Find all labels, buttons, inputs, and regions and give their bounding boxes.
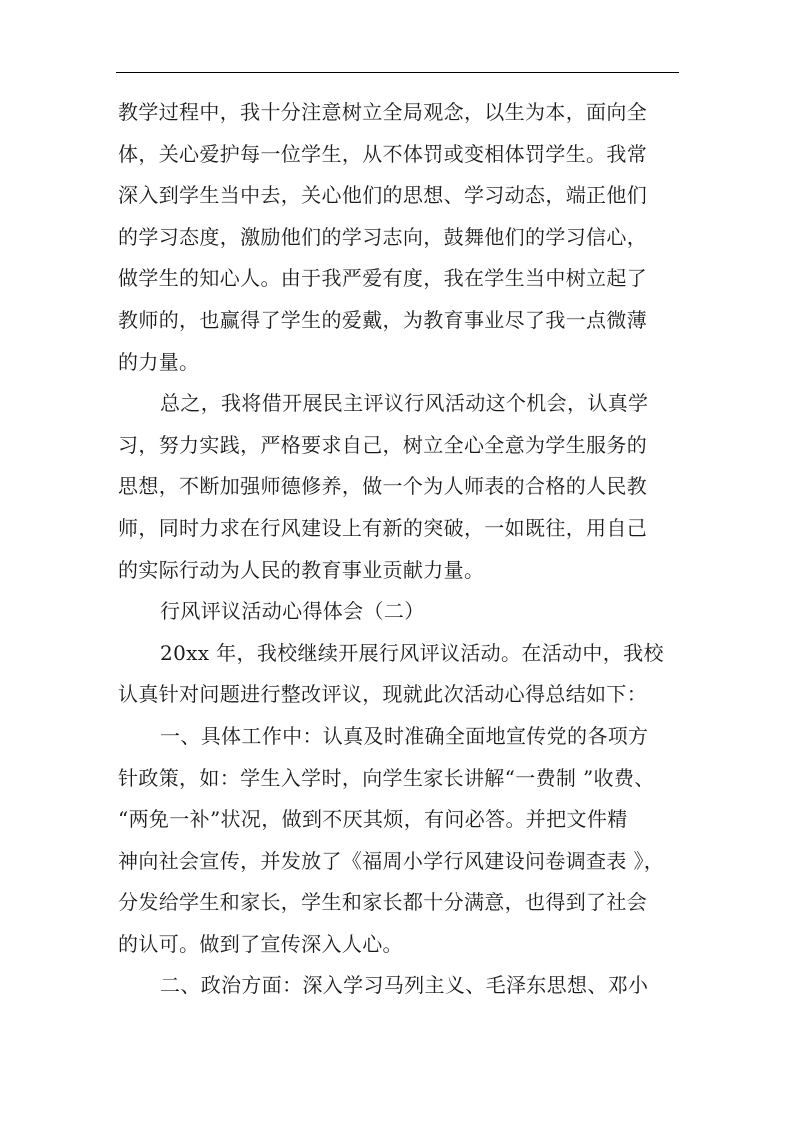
- text-line-12: 的实际行动为人民的教育事业贡献力量。: [118, 557, 485, 582]
- text-line-10: 思想，不断加强师德修养，做一个为人师表的合格的人民教: [118, 474, 648, 499]
- text-line-11: 师，同时力求在行风建设上有新的突破，一如既往，用自己: [118, 515, 648, 540]
- text-line-15: 认真针对问题进行整改评议，现就此次活动心得总结如下：: [118, 682, 648, 707]
- text-line-7: 的力量。: [118, 349, 200, 374]
- text-line-20: 分发给学生和家长，学生和家长都十分满意，也得到了社会: [118, 890, 648, 915]
- text-line-2: 体，关心爱护每一位学生，从不体罚或变相体罚学生。我常: [118, 141, 648, 166]
- text-line-18: “两免一补”状况，做到不厌其烦，有问必答。并把文件精: [118, 807, 628, 832]
- text-line-17: 针政策，如：学生入学时，向学生家长讲解“一费制 ”收费、: [118, 765, 655, 790]
- text-line-14: 20xx 年，我校继续开展行风评议活动。在活动中，我校: [160, 640, 664, 665]
- header-rule: [116, 72, 679, 73]
- text-line-8: 总之，我将借开展民主评议行风活动这个机会，认真学: [160, 391, 649, 416]
- text-line-22: 二、政治方面：深入学习马列主义、毛泽东思想、邓小: [160, 973, 649, 998]
- text-line-3: 深入到学生当中去，关心他们的思想、学习动态，端正他们: [118, 183, 648, 208]
- text-line-19: 神向社会宣传，并发放了《福周小学行风建设问卷调查表 》，: [118, 848, 665, 873]
- text-line-16: 一、具体工作中：认真及时准确全面地宣传党的各项方: [160, 723, 649, 748]
- text-line-9: 习，努力实践，严格要求自己，树立全心全意为学生服务的: [118, 432, 648, 457]
- text-line-6: 教师的，也赢得了学生的爱戴，为教育事业尽了我一点微薄: [118, 307, 648, 332]
- text-line-21: 的认可。做到了宣传深入人心。: [118, 931, 403, 956]
- document-body: [118, 92, 688, 1007]
- text-line-1: 教学过程中，我十分注意树立全局观念，以生为本，面向全: [118, 100, 648, 124]
- section-heading: 行风评议活动心得体会（二）: [160, 599, 425, 624]
- text-line-4: 的学习态度，激励他们的学习志向，鼓舞他们的学习信心，: [118, 224, 648, 249]
- text-line-5: 做学生的知心人。由于我严爱有度，我在学生当中树立起了: [118, 266, 648, 291]
